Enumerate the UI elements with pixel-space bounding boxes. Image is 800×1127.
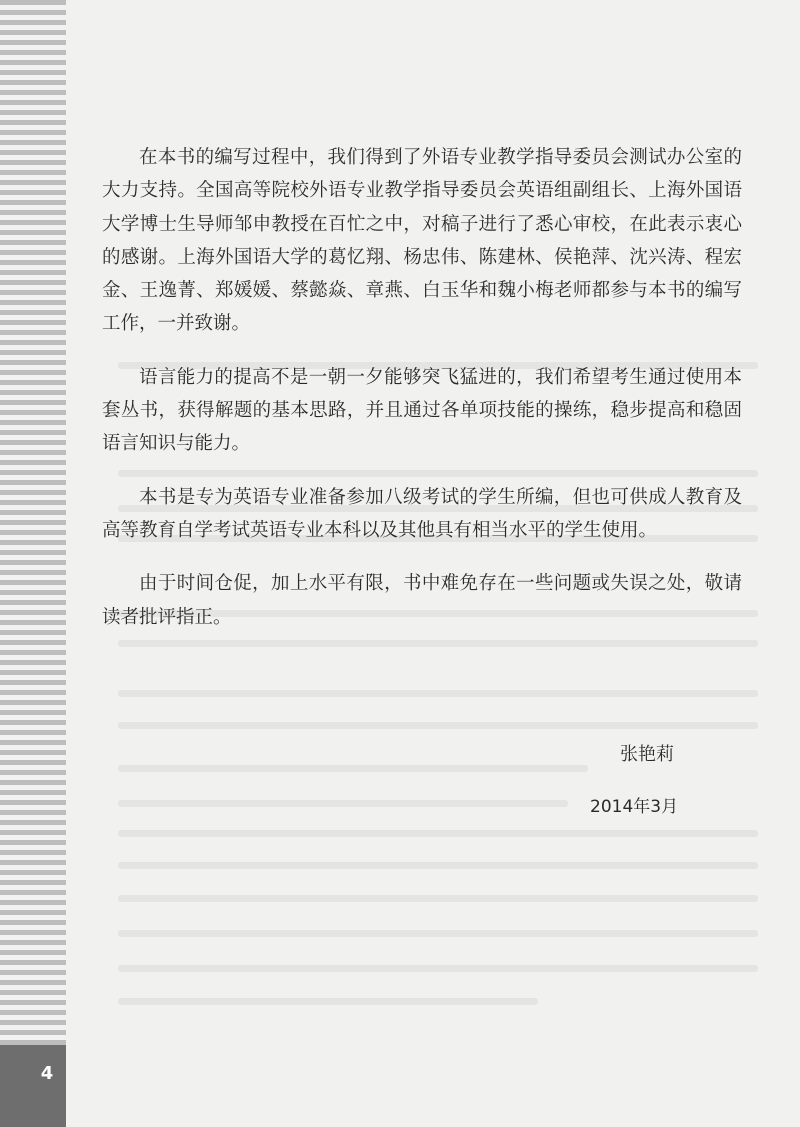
page-edge-stripes: [0, 0, 66, 1127]
page-number-tab: [0, 1045, 66, 1127]
paragraph-goals: 语言能力的提高不是一朝一夕能够突飞猛进的，我们希望考生通过使用本套丛书，获得解题的基本思路，并且通过各单项技能的操练，稳步提高和稳固语言知识与能力。: [102, 366, 742, 455]
preface-body: [102, 141, 742, 634]
page-number: 4: [40, 1063, 54, 1084]
signature-date: 2014年3月: [590, 797, 679, 817]
author-signature: 张艳莉: [620, 744, 674, 765]
paragraph-acknowledgements: 在本书的编写过程中，我们得到了外语专业教学指导委员会测试办公室的大力支持。全国高等院校外语专业教学指导委员会英语组副组长、上海外国语大学博士生导师邹申教授在百忙之中，对稿子进行了悉心审校，在此表示衷心的感谢。上海外国语大学的葛忆翔、杨忠伟、陈建林、侯艳萍、沈兴涛、程宏金、王逸菁、郑媛媛、蔡懿焱、章燕、白玉华和魏小梅老师都参与本书的编写工作，一并致谢。: [102, 147, 742, 335]
paragraph-audience: 本书是专为英语专业准备参加八级考试的学生所编，但也可供成人教育及高等教育自学考试英语专业本科以及其他具有相当水平的学生使用。: [102, 486, 742, 541]
paragraph-apology: 由于时间仓促，加上水平有限，书中难免存在一些问题或失误之处，敬请读者批评指正。: [102, 573, 742, 628]
